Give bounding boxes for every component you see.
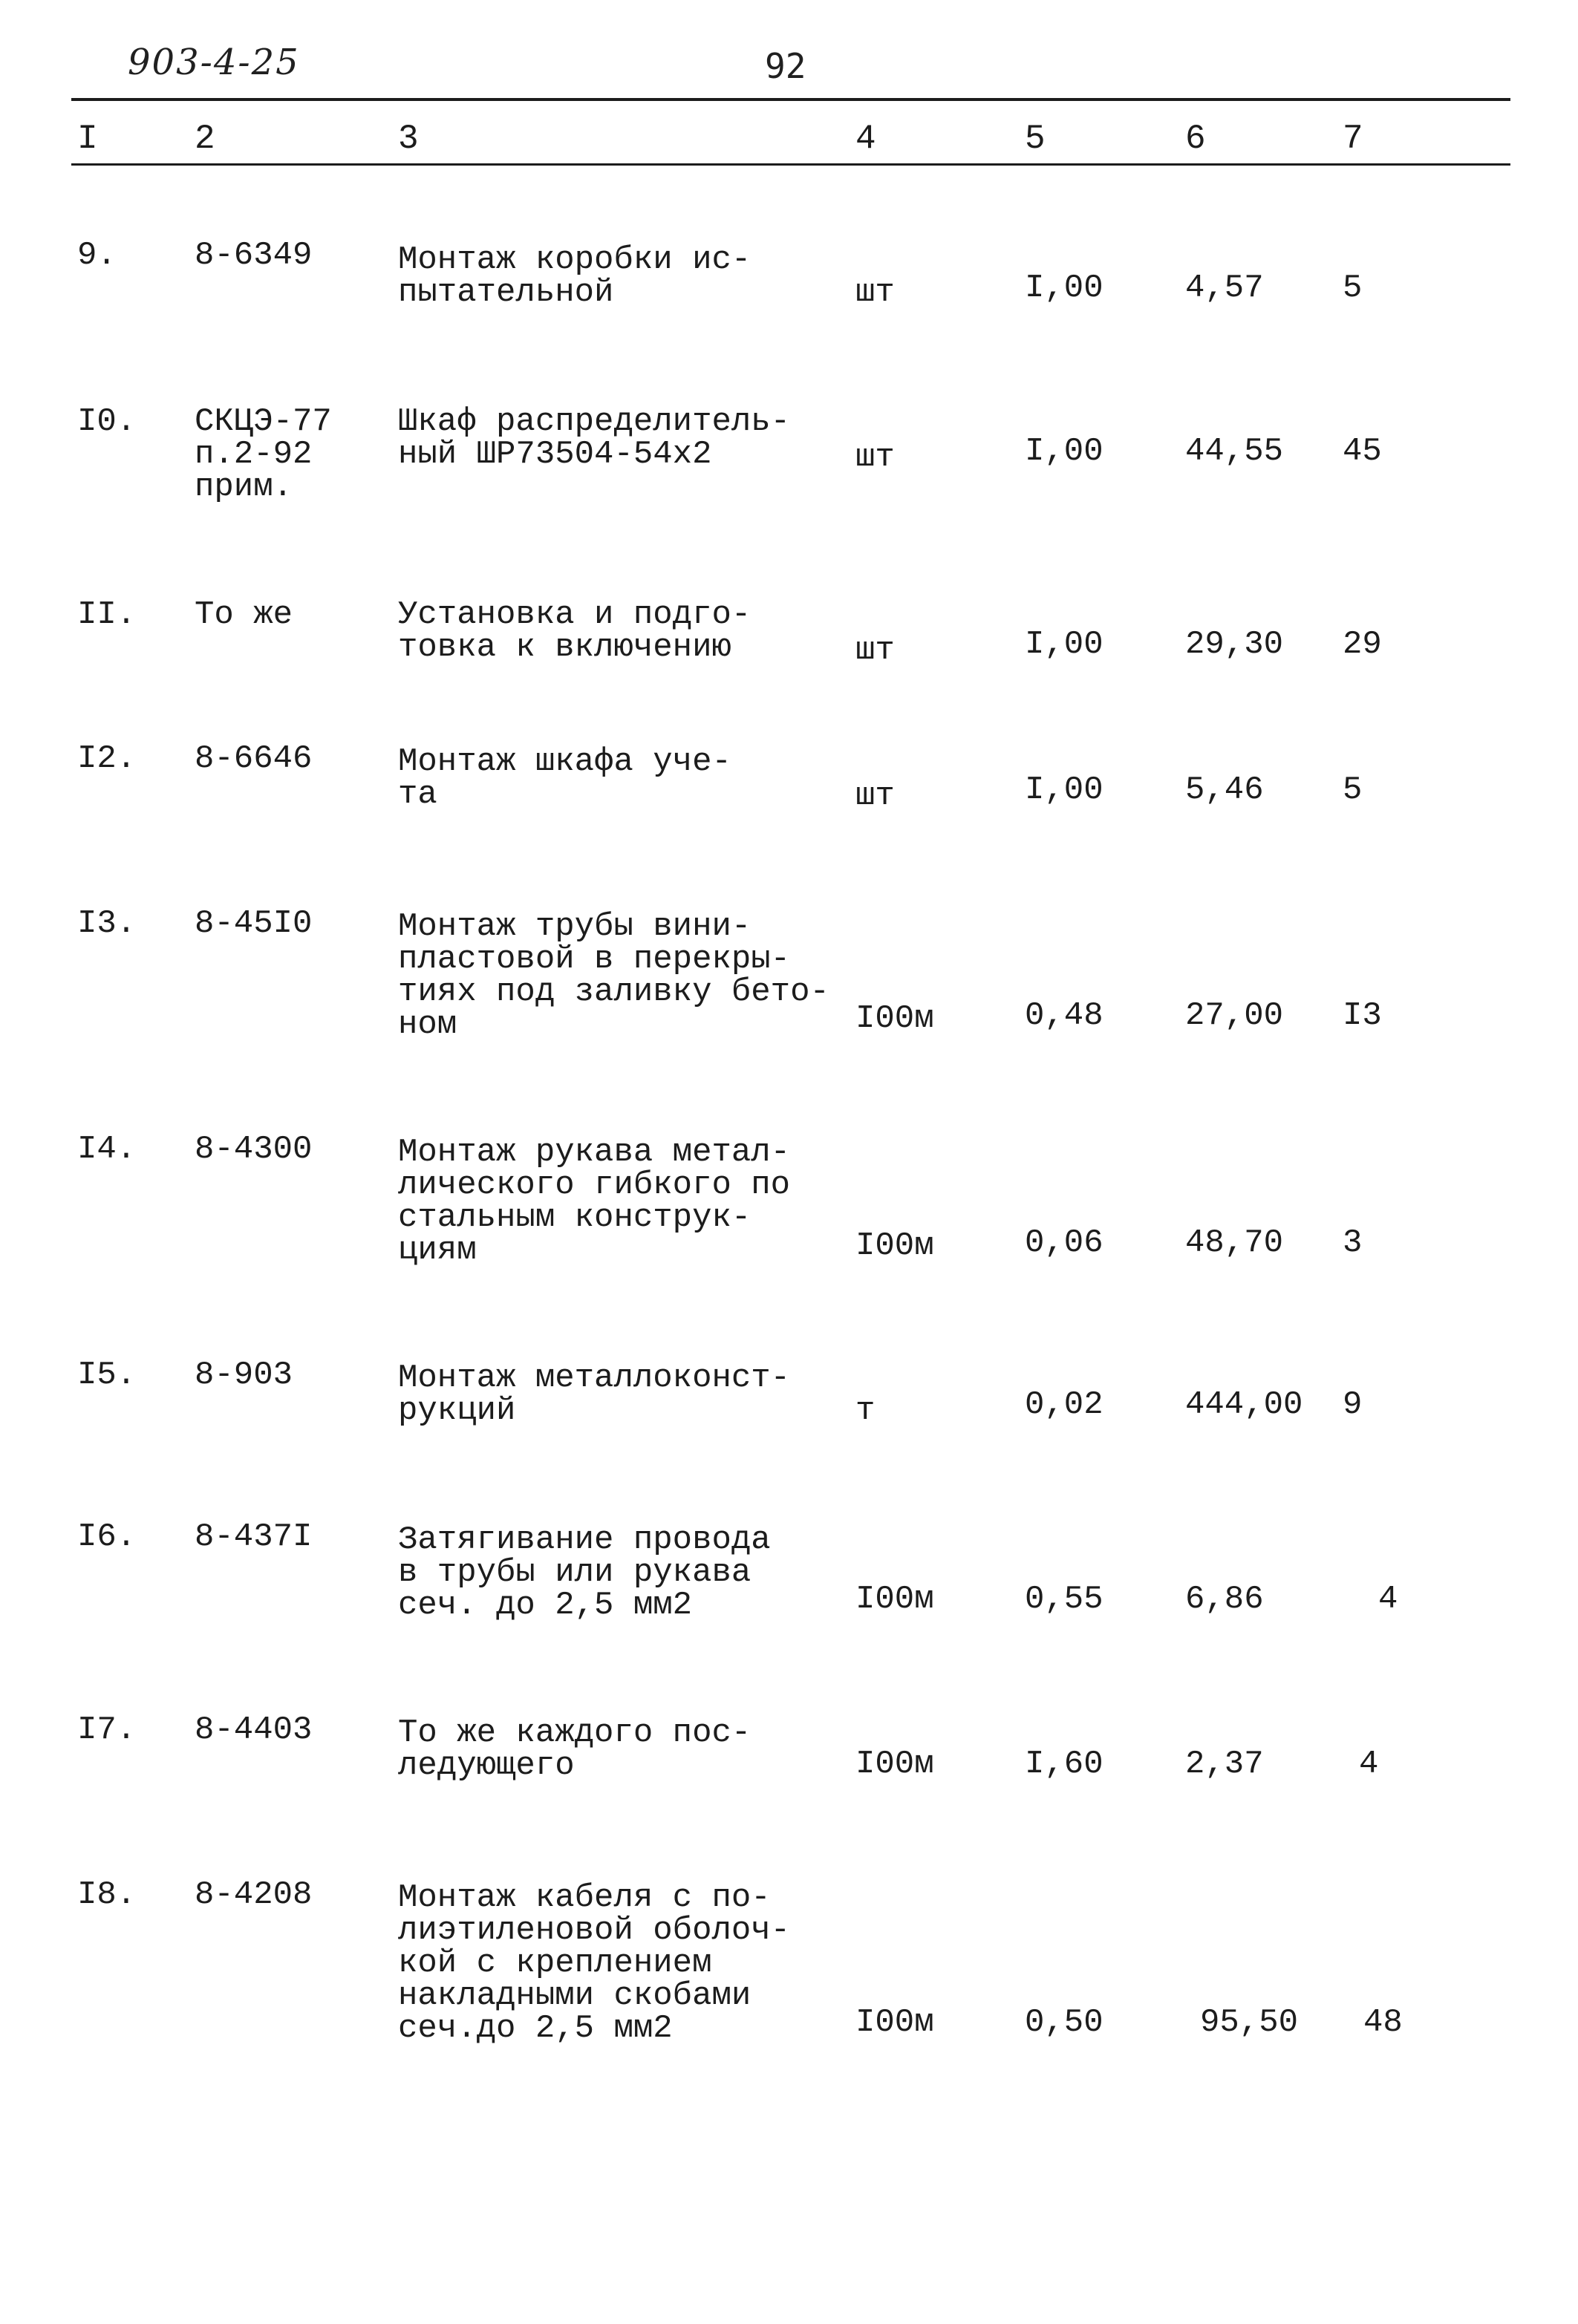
column-header-5: 5 (1025, 120, 1046, 158)
rate-code: 8-6349 (195, 237, 313, 274)
total-cost: 5 (1343, 270, 1363, 307)
rate-code: 8-4300 (195, 1131, 313, 1168)
rate-code: СКЦЭ-77 п.2-92 прим. (195, 403, 332, 506)
row-number: I8. (77, 1876, 137, 1913)
row-number: I7. (77, 1711, 137, 1749)
unit-price: 5,46 (1185, 771, 1264, 809)
unit-price: 444,00 (1185, 1386, 1303, 1423)
rate-code: 8-903 (195, 1357, 293, 1394)
total-cost: 4 (1378, 1581, 1398, 1618)
column-header-2: 2 (195, 120, 215, 158)
row-number: 9. (77, 237, 117, 274)
work-description: Шкаф распределитель- ный ШР73504-54х2 (398, 403, 791, 473)
total-cost: I3 (1343, 997, 1382, 1034)
work-description: То же каждого пос- ледующего (398, 1714, 751, 1784)
unit-price: 29,30 (1185, 626, 1284, 663)
rate-code: 8-4208 (195, 1876, 313, 1913)
quantity: 0,06 (1025, 1224, 1103, 1261)
column-header-1: I (77, 120, 98, 158)
unit: I00м (855, 1746, 934, 1783)
unit: шт (855, 439, 895, 476)
unit-price: 2,37 (1185, 1746, 1264, 1783)
total-cost: 48 (1363, 2004, 1403, 2041)
unit: I00м (855, 1000, 934, 1037)
unit-price: 4,57 (1185, 270, 1264, 307)
quantity: 0,02 (1025, 1386, 1103, 1423)
top-rule (71, 98, 1510, 101)
unit-price: 95,50 (1200, 2004, 1299, 2041)
total-cost: 29 (1343, 626, 1382, 663)
unit: шт (855, 274, 895, 311)
rate-code: 8-4403 (195, 1711, 313, 1749)
quantity: I,00 (1025, 433, 1103, 470)
unit: I00м (855, 2004, 934, 2041)
column-header-3: 3 (398, 120, 419, 158)
unit: шт (855, 632, 895, 669)
rate-code: То же (195, 596, 293, 633)
unit-price: 27,00 (1185, 997, 1284, 1034)
row-number: I3. (77, 905, 137, 942)
quantity: 0,50 (1025, 2004, 1103, 2041)
unit: I00м (855, 1227, 934, 1264)
total-cost: 9 (1343, 1386, 1363, 1423)
row-number: I0. (77, 403, 137, 440)
rate-code: 8-6646 (195, 740, 313, 777)
quantity: I,00 (1025, 771, 1103, 809)
total-cost: 3 (1343, 1224, 1363, 1261)
rate-code: 8-437I (195, 1518, 313, 1556)
row-number: I6. (77, 1518, 137, 1556)
document-code: 903-4-25 (128, 42, 300, 83)
work-description: Монтаж шкафа уче- та (398, 743, 731, 813)
unit-price: 48,70 (1185, 1224, 1284, 1261)
quantity: I,00 (1025, 626, 1103, 663)
quantity: I,60 (1025, 1746, 1103, 1783)
row-number: I4. (77, 1131, 137, 1168)
work-description: Монтаж кабеля с по- лиэтиленовой оболоч- кой с креплением накладными скобами сеч.до 2,5 мм2 (398, 1879, 791, 2047)
total-cost: 4 (1359, 1746, 1379, 1783)
quantity: 0,48 (1025, 997, 1103, 1034)
work-description: Монтаж металлоконст- рукций (398, 1360, 791, 1429)
column-header-6: 6 (1185, 120, 1206, 158)
unit: I00м (855, 1581, 934, 1618)
total-cost: 45 (1343, 433, 1382, 470)
unit-price: 44,55 (1185, 433, 1284, 470)
row-number: II. (77, 596, 137, 633)
work-description: Монтаж рукава метал- лического гибкого по стальным конструк- циям (398, 1134, 791, 1269)
row-number: I2. (77, 740, 137, 777)
work-description: Монтаж трубы вини- пластовой в перекры- тиях под заливку бето- ном (398, 908, 829, 1043)
quantity: I,00 (1025, 270, 1103, 307)
unit: т (855, 1392, 876, 1429)
column-header-4: 4 (855, 120, 876, 158)
work-description: Монтаж коробки ис- пытательной (398, 241, 751, 311)
rate-code: 8-45I0 (195, 905, 313, 942)
header-rule (71, 163, 1510, 166)
column-header-7: 7 (1343, 120, 1363, 158)
unit-price: 6,86 (1185, 1581, 1264, 1618)
total-cost: 5 (1343, 771, 1363, 809)
work-description: Затягивание провода в трубы или рукава сеч. до 2,5 мм2 (398, 1521, 771, 1624)
unit: шт (855, 777, 895, 815)
quantity: 0,55 (1025, 1581, 1103, 1618)
work-description: Установка и подго- товка к включению (398, 596, 751, 666)
row-number: I5. (77, 1357, 137, 1394)
page-number: 92 (765, 46, 806, 86)
